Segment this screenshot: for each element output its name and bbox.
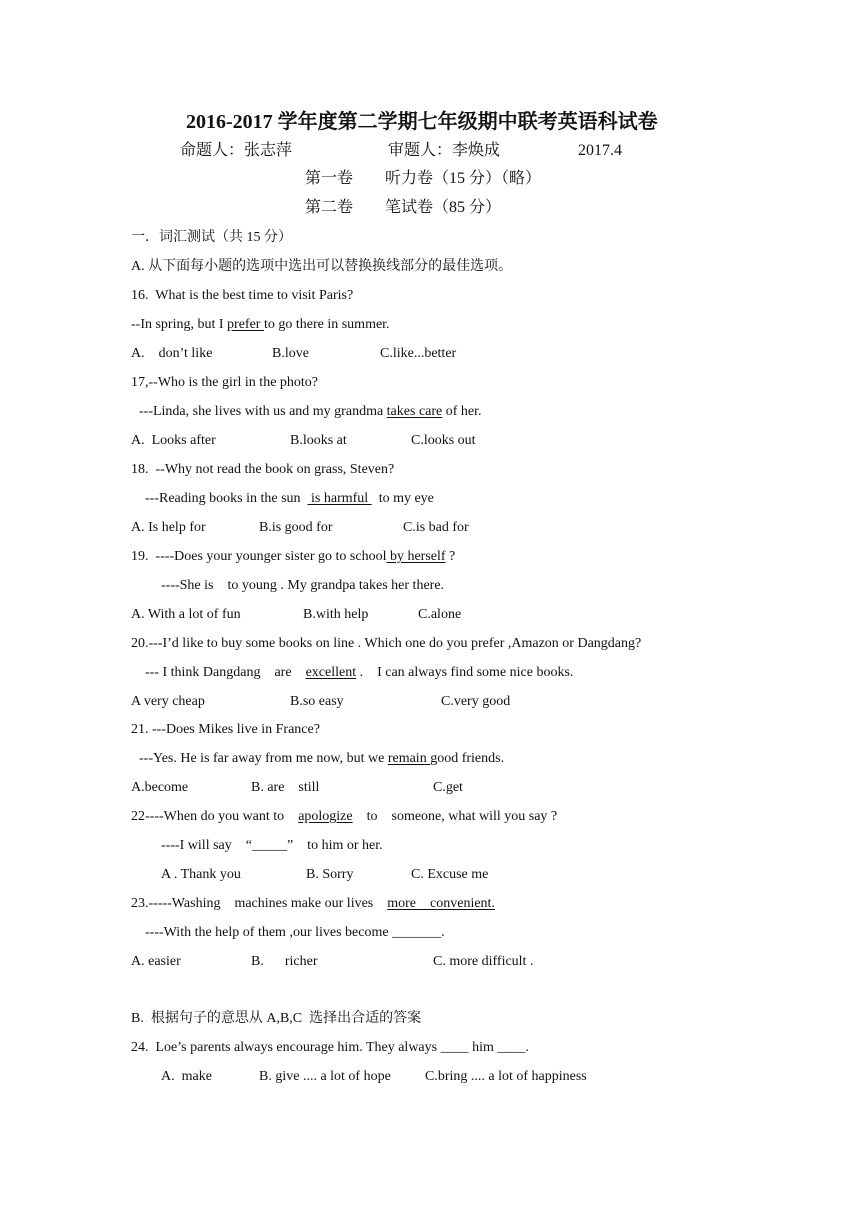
q20-option-a: A very cheap xyxy=(131,694,205,709)
q22-question: 22----When do you want to apologize to someone, what will you say ? xyxy=(131,809,558,824)
q16-option-b: B.love xyxy=(272,346,309,361)
q16-option-a: A. don’t like xyxy=(131,346,213,361)
q24-option-b: B. give .... a lot of hope xyxy=(259,1069,391,1084)
q23-option-b: B. richer xyxy=(251,954,318,969)
q20-option-c: C.very good xyxy=(441,694,511,709)
q24-option-a: A. make xyxy=(161,1069,212,1084)
q24-option-c: C.bring .... a lot of happiness xyxy=(425,1069,587,1084)
paper1-line: 第一卷 听力卷（15 分）（略） xyxy=(305,170,542,187)
q23-question: 23.-----Washing machines make our lives more convenient. xyxy=(131,896,495,911)
q18-option-c: C.is bad for xyxy=(403,520,469,535)
q18-option-b: B.is good for xyxy=(259,520,333,535)
q22-option-c: C. Excuse me xyxy=(411,867,489,882)
paper2-line: 第二卷 笔试卷（85 分） xyxy=(305,199,502,216)
part-a-instruction: A. 从下面每小题的选项中选出可以替换换线部分的最佳选项。 xyxy=(131,259,513,274)
q20-question: 20.---I’d like to buy some books on line . Which one do you prefer ,Amazon or Dangdang? xyxy=(131,636,642,651)
section-heading: 一．词汇测试（共 15 分） xyxy=(131,230,292,245)
reviewer-line: 审题人：李焕成 xyxy=(388,142,501,159)
q24-question: 24. Loe’s parents always encourage him. They always ____ him ____. xyxy=(131,1040,529,1055)
q16-option-c: C.like...better xyxy=(380,346,457,361)
q21-answer: ---Yes. He is far away from me now, but we remain good friends. xyxy=(139,751,505,766)
q19-question: 19. ----Does your younger sister go to school by herself ? xyxy=(131,549,456,564)
part-b-instruction: B. 根据句子的意思从 A,B,C 选择出合适的答案 xyxy=(131,1011,422,1026)
q23-option-c: C. more difficult . xyxy=(433,954,534,969)
page-title: 2016-2017 学年度第二学期七年级期中联考英语科试卷 xyxy=(186,111,658,133)
q19-option-a: A. With a lot of fun xyxy=(131,607,241,622)
q16-answer: --In spring, but I prefer to go there in summer. xyxy=(131,317,390,332)
q17-answer: ---Linda, she lives with us and my grandma takes care of her. xyxy=(139,404,482,419)
q17-question: 17,--Who is the girl in the photo? xyxy=(131,375,319,390)
q23-option-a: A. easier xyxy=(131,954,181,969)
q21-option-c: C.get xyxy=(433,780,463,795)
q21-option-b: B. are still xyxy=(251,780,320,795)
q20-option-b: B.so easy xyxy=(290,694,344,709)
q22-answer: ----I will say “_____” to him or her. xyxy=(161,838,383,853)
q19-answer: ----She is to young . My grandpa takes her there. xyxy=(161,578,445,593)
q17-option-c: C.looks out xyxy=(411,433,476,448)
q21-option-a: A.become xyxy=(131,780,189,795)
q19-option-b: B.with help xyxy=(303,607,369,622)
q22-option-a: A . Thank you xyxy=(161,867,241,882)
q22-option-b: B. Sorry xyxy=(306,867,354,882)
author-line: 命题人：张志萍 xyxy=(180,142,293,159)
q16-question: 16. What is the best time to visit Paris? xyxy=(131,288,354,303)
date-line: 2017.4 xyxy=(578,142,622,159)
q17-option-b: B.looks at xyxy=(290,433,347,448)
q18-option-a: A. Is help for xyxy=(131,520,206,535)
q17-option-a: A. Looks after xyxy=(131,433,216,448)
q18-question: 18. --Why not read the book on grass, Steven? xyxy=(131,462,395,477)
q23-answer: ----With the help of them ,our lives become _______. xyxy=(145,925,445,940)
q20-answer: --- I think Dangdang are excellent . I can always find some nice books. xyxy=(145,665,574,680)
q19-option-c: C.alone xyxy=(418,607,462,622)
q18-answer: ---Reading books in the sun is harmful to my eye xyxy=(145,491,434,506)
q21-question: 21. ---Does Mikes live in France? xyxy=(131,722,320,737)
